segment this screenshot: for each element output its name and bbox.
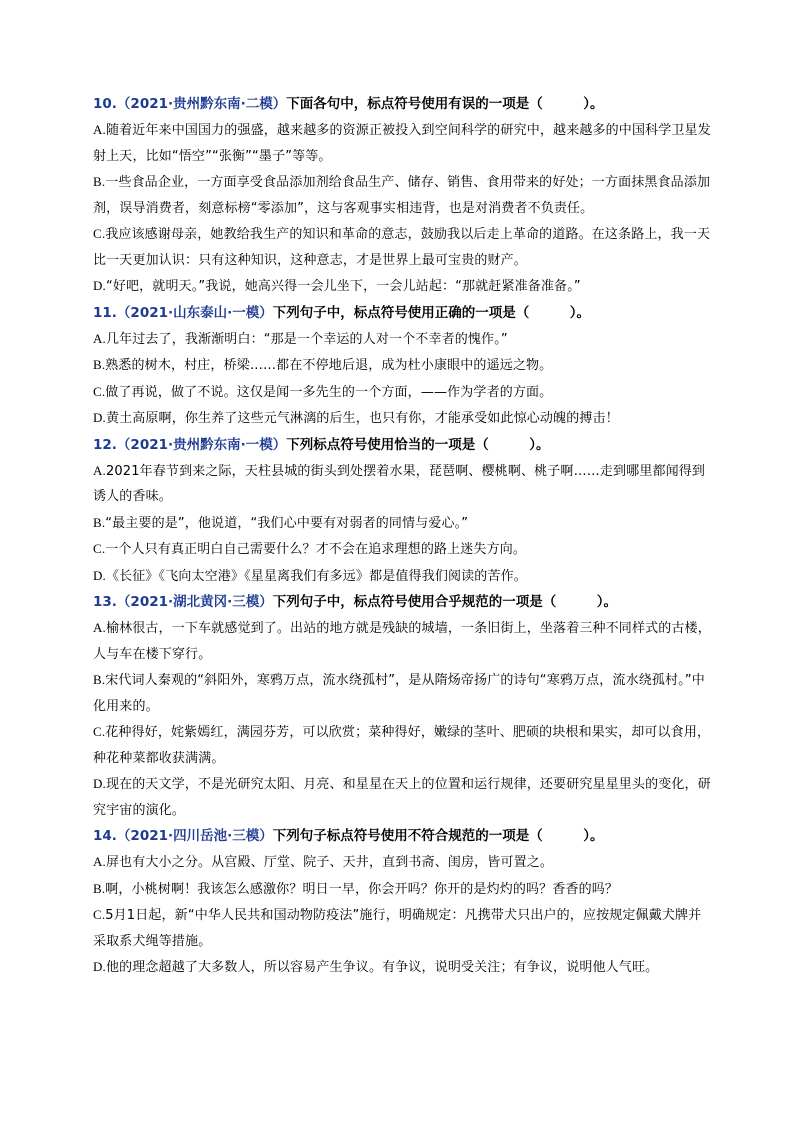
option-text: “好吧，就明天。”我说，她高兴得一会儿坐下，一会儿站起：“那就赶紧准备准备。” [105,279,581,294]
option-letter: D. [93,567,106,583]
question-source: （2021·四川岳池·三模） [116,828,273,844]
option-letter: A. [93,462,106,478]
option-d [93,563,713,590]
option-b [93,352,713,379]
option-d [93,405,713,432]
option-text: 5月1日起，新“中华人民共和国动物防疫法”施行，明确规定：凡携带犬只出户的，应按规定佩戴犬牌并采取系犬绳等措施。 [93,908,702,949]
option-text: 一些食品企业，一方面享受食品添加剂给食品生产、储存、销售、食用带来的好处；一方面抹黑食品添加剂，误导消费者，刻意标榜“零添加”，这与客观事实相违背，也是对消费者不负责任。 [93,175,711,216]
option-d [93,954,713,981]
question-11 [93,300,713,432]
question-number: 14. [93,828,117,844]
option-text: 花种得好，姹紫嫣红，满园芬芳，可以欣赏；菜种得好，嫩绿的茎叶、肥硕的块根和果实，却可以食用，种花种菜都收获满满。 [93,725,711,766]
option-b [93,667,713,719]
question-source: （2021·山东泰山·一模） [116,304,273,321]
option-letter: A. [93,620,106,635]
option-d [93,273,713,300]
option-text: 2021年春节到来之际，天柱县城的街头到处摆着水果，琵琶啊、樱桃啊、桃子啊……走到哪里都闻得到诱人的香味。 [93,463,706,504]
option-text: 做了再说，做了不说。这仅是闻一多先生的一个方面，——作为学者的方面。 [105,384,553,400]
option-b [93,169,713,221]
option-text: 他的理念超越了大多数人，所以容易产生争议。有争议，说明受关注；有争议，说明他人气旺。 [105,960,659,975]
question-10 [93,91,713,300]
question-stem: 下列句子中，标点符号使用正确的一项是（ ）。 [272,304,591,321]
option-letter: D. [93,410,106,425]
question-stem: 下面各句中，标点符号使用有误的一项是（ ）。 [286,96,604,112]
option-text: 几年过去了，我渐渐明白：“那是一个幸运的人对一个不幸者的愧作。” [105,331,508,347]
option-letter: C. [93,724,106,739]
option-text: 宋代词人秦观的“斜阳外，寒鸦万点，流水绕孤村”，是从隋炀帝扬广的诗句“寒鸦万点，流水绕孤村。”中化用来的。 [93,673,705,714]
option-a [93,849,713,876]
option-text: 屏也有大小之分。从宫殿、厅堂、院子、天井，直到书斋、闺房，皆可置之。 [105,855,554,870]
option-a [93,326,713,353]
option-c [93,902,713,954]
option-d [93,771,713,823]
option-letter: B. [93,357,106,372]
question-source: （2021·湖北黄冈·三模） [116,594,273,610]
option-text: 《长征》《飞向太空港》《星星离我们有多远》都是值得我们阅读的苦作。 [105,568,527,584]
question-header [93,300,713,326]
question-13 [93,589,713,823]
option-letter: B. [93,174,106,189]
option-letter: D. [93,278,106,293]
question-source: （2021·贵州黔东南·二模） [116,96,287,112]
option-text: 现在的天文学，不是光研究太阳、月亮、和星星在天上的位置和运行规律，还要研究星星里头的变化，研究宇宙的演化。 [93,777,711,818]
option-text: 我应该感谢母亲，她教给我生产的知识和革命的意志，鼓励我以后走上革命的道路。在这条路上，我一天比一天更加认识：只有这种知识，这种意志，才是世界上最可宝贵的财产。 [93,227,711,268]
option-letter: A. [93,330,106,346]
question-header [93,589,713,615]
option-b [93,510,713,537]
question-source: （2021·贵州黔东南·一模） [116,436,287,453]
question-stem: 下列句子中，标点符号使用合乎规范的一项是（ ）。 [272,594,618,610]
question-12 [93,432,713,590]
question-number: 12. [93,436,117,453]
option-c [93,221,713,273]
option-b [93,876,713,903]
document-page [93,91,713,981]
question-stem: 下列句子标点符号使用不符合规范的一项是（ ）。 [272,828,604,844]
option-a [93,615,713,667]
question-header [93,432,713,458]
question-number: 10. [93,96,117,112]
option-text: “最主要的是”，他说道，“我们心中要有对弱者的同情与爱心。” [105,515,469,531]
option-letter: C. [93,226,106,241]
option-text: 啊，小桃树啊！我该怎么感激你？明日一早，你会开吗？你开的是灼灼的吗？香香的吗？ [105,881,619,897]
option-c [93,379,713,406]
question-stem: 下列标点符号使用恰当的一项是（ ）。 [286,436,550,453]
option-text: 随着近年来中国国力的强盛，越来越多的资源正被投入到空间科学的研究中，越来越多的中国科学卫星发射上天，比如“悟空”“张衡”“墨子”等等。 [93,123,711,164]
option-text: 榆林很古，一下车就感觉到了。出站的地方就是残缺的城墙，一条旧街上，坐落着三种不同样式的古楼，人与车在楼下穿行。 [93,621,711,662]
option-letter: B. [93,672,106,687]
question-number: 13. [93,594,117,610]
option-letter: C. [93,541,106,556]
option-a [93,458,713,510]
question-number: 11. [93,304,117,321]
option-letter: B. [93,514,106,530]
option-letter: C. [93,907,106,922]
option-letter: C. [93,383,106,399]
option-text: 熟悉的树木，村庄，桥梁……都在不停地后退，成为杜小康眼中的遥远之物。 [105,358,553,373]
option-text: 黄土高原啊，你生养了这些元气淋漓的后生，也只有你，才能承受如此惊心动魄的搏击！ [105,411,619,426]
option-c [93,536,713,563]
option-c [93,719,713,771]
option-text: 一个人只有真正明白自己需要什么？才不会在追求理想的路上迷失方向。 [105,542,527,557]
option-letter: A. [93,122,106,137]
option-letter: B. [93,880,106,896]
option-letter: D. [93,959,106,974]
question-14 [93,823,713,981]
option-letter: D. [93,776,106,791]
question-header [93,91,713,117]
option-a [93,117,713,169]
option-letter: A. [93,854,106,869]
question-header [93,823,713,849]
